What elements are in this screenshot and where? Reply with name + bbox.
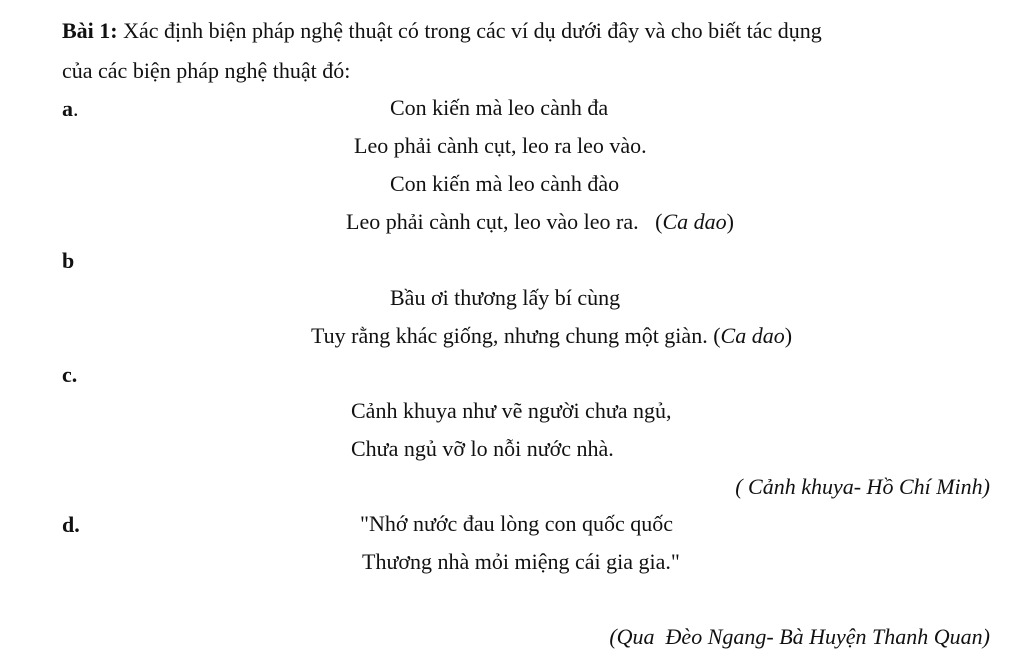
section-c-label: c. bbox=[62, 362, 78, 387]
source-a: Ca dao bbox=[662, 209, 727, 234]
poem-a-line-1: Con kiến mà leo cành đa bbox=[390, 95, 609, 120]
source-a-close: ) bbox=[726, 209, 734, 234]
poem-a-line-4 bbox=[346, 209, 734, 235]
section-a-dot: . bbox=[73, 96, 79, 121]
section-d-label: d. bbox=[62, 512, 80, 537]
section-a-label bbox=[62, 96, 79, 122]
exercise-title bbox=[62, 18, 822, 44]
poem-d-line-1: "Nhớ nước đau lòng con quốc quốc bbox=[360, 511, 673, 536]
section-b-label: b bbox=[62, 248, 75, 273]
source-d: (Qua Đèo Ngang- Bà Huyện Thanh Quan) bbox=[609, 624, 990, 649]
poem-b-line-2 bbox=[311, 323, 792, 349]
poem-a-line-4-text: Leo phải cành cụt, leo vào leo ra. bbox=[346, 209, 639, 234]
poem-c-line-2: Chưa ngủ vỡ lo nỗi nước nhà. bbox=[351, 436, 614, 461]
poem-c-line-1: Cảnh khuya như vẽ người chưa ngủ, bbox=[351, 398, 672, 423]
source-b-open: ( bbox=[707, 323, 721, 348]
exercise-label: Bài 1: bbox=[62, 18, 118, 43]
section-a-letter: a bbox=[62, 96, 73, 121]
source-a-open: ( bbox=[638, 209, 663, 234]
source-c: ( Cảnh khuya- Hồ Chí Minh) bbox=[735, 474, 990, 499]
poem-a-line-3: Con kiến mà leo cành đào bbox=[390, 171, 620, 196]
poem-b-line-2-text: Tuy rằng khác giống, nhưng chung một giàn. bbox=[311, 323, 708, 348]
poem-b-line-1: Bầu ơi thương lấy bí cùng bbox=[390, 285, 621, 310]
exercise-prompt: Xác định biện pháp nghệ thuật có trong các ví dụ dưới đây và cho biết tác dụng bbox=[117, 18, 822, 43]
source-b-close: ) bbox=[784, 323, 793, 348]
exercise-prompt-cont: của các biện pháp nghệ thuật đó: bbox=[62, 58, 351, 83]
poem-a-line-2: Leo phải cành cụt, leo ra leo vào. bbox=[354, 133, 647, 158]
source-b: Ca dao bbox=[720, 323, 785, 348]
poem-d-line-2: Thương nhà mỏi miệng cái gia gia." bbox=[362, 549, 680, 574]
